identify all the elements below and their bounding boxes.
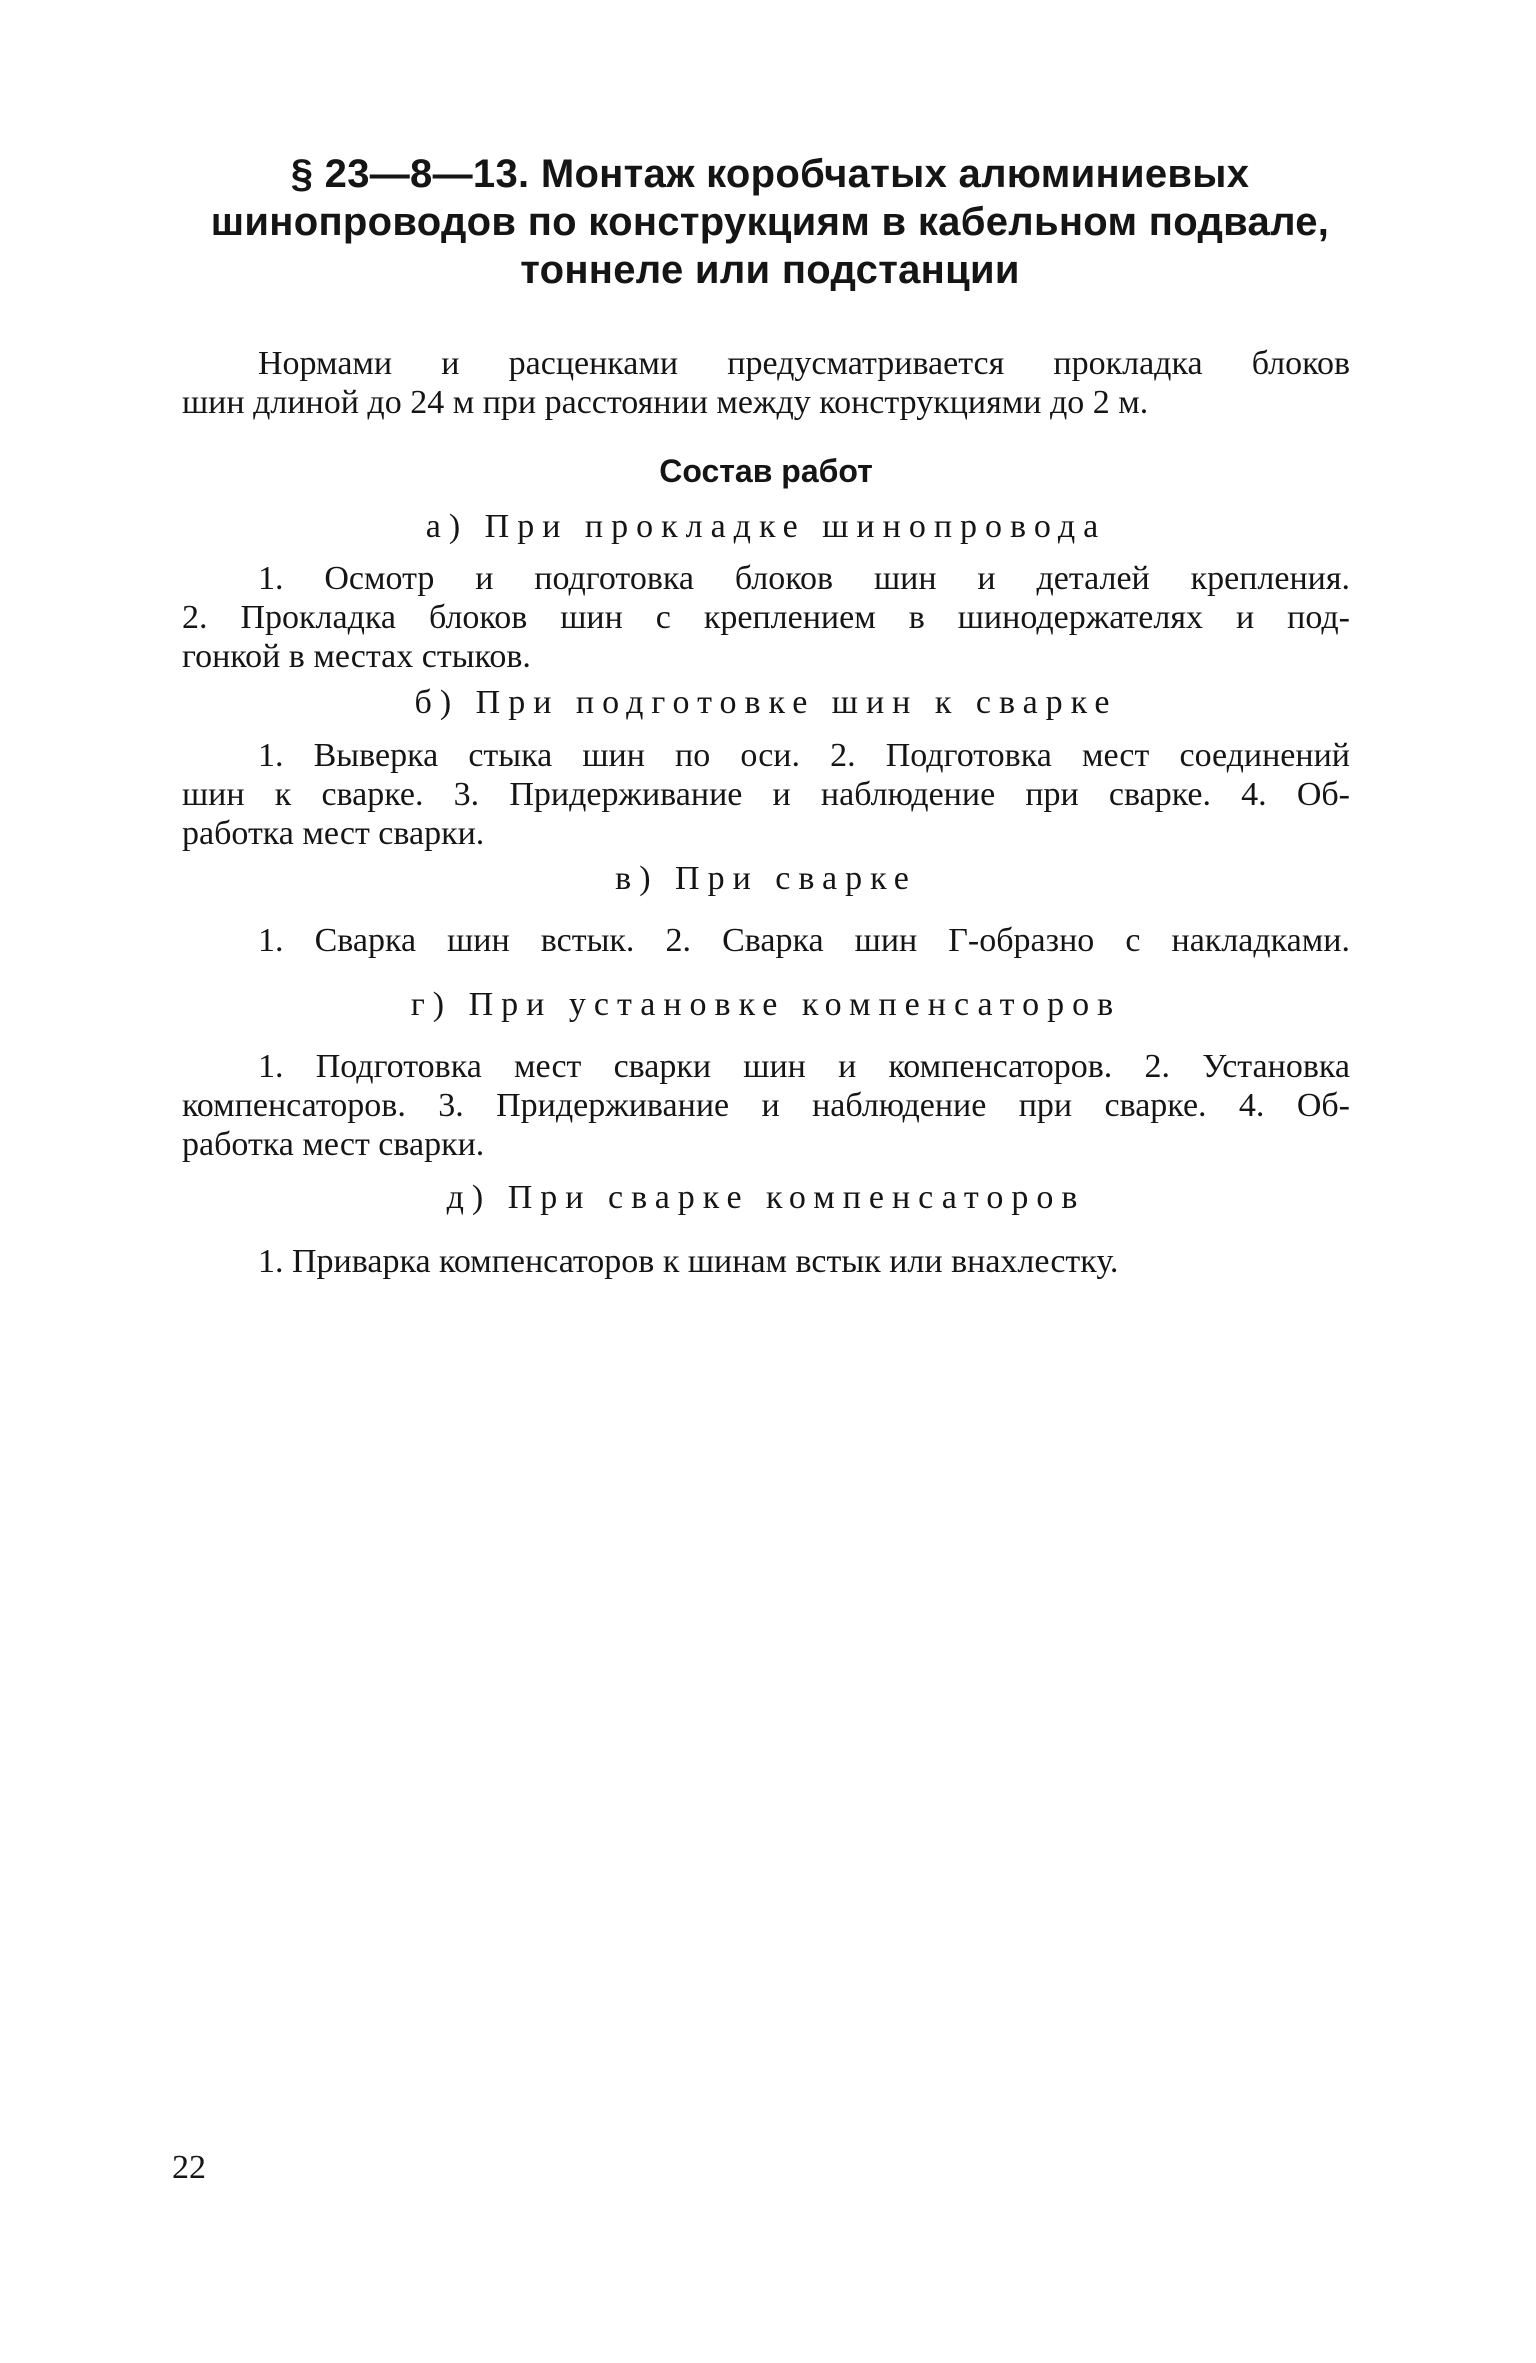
section-g-line-1: 1. Подготовка мест сварки шин и компенсаторов. 2. Установка	[258, 1048, 1350, 1085]
section-b-line-1: 1. Выверка стыка шин по оси. 2. Подготовка мест соединений	[258, 737, 1350, 774]
section-b-line-3: работка мест сварки.	[182, 815, 485, 852]
section-a-line-2: 2. Прокладка блоков шин с креплением в шинодержателях и под-	[182, 599, 1350, 636]
intro-line-2: шин длиной до 24 м при расстоянии между конструкциями до 2 м.	[182, 384, 1149, 421]
section-v-line-1: 1. Сварка шин встык. 2. Сварка шин Г-образно с накладками.	[258, 922, 1350, 959]
section-v-body	[182, 921, 1350, 960]
intro-paragraph	[182, 344, 1350, 422]
page-number: 22	[172, 2149, 206, 2186]
section-a-line-1: 1. Осмотр и подготовка блоков шин и деталей крепления.	[258, 560, 1350, 597]
heading-line-3: тоннеле или подстанции	[520, 248, 1020, 292]
section-g-line-2: компенсаторов. 3. Придерживание и наблюдение при сварке. 4. Об-	[182, 1087, 1350, 1124]
section-heading	[180, 150, 1360, 294]
section-b-line-2: шин к сварке. 3. Придерживание и наблюдение при сварке. 4. Об-	[182, 776, 1350, 813]
section-a-body	[182, 559, 1350, 676]
section-b-body	[182, 736, 1350, 853]
section-d-title: д) При сварке компенсаторов	[446, 1179, 1086, 1216]
heading-line-1: § 23—8—13. Монтаж коробчатых алюминиевых	[290, 152, 1250, 196]
section-a-line-3: гонкой в местах стыков.	[182, 638, 531, 675]
section-a-title: а) При прокладке шинопровода	[425, 508, 1107, 545]
section-g-line-3: работка мест сварки.	[182, 1126, 485, 1163]
composition-title: Состав работ	[659, 453, 873, 489]
section-g-title: г) При установке компенсаторов	[410, 986, 1122, 1023]
section-g-body	[182, 1047, 1350, 1164]
section-d-body	[182, 1242, 1350, 1281]
section-v-title: в) При сварке	[615, 860, 917, 897]
intro-line-1: Нормами и расценками предусматривается прокладка блоков	[258, 345, 1350, 382]
section-b-title: б) При подготовке шин к сварке	[414, 684, 1118, 721]
heading-line-2: шинопроводов по конструкциям в кабельном подвале,	[210, 200, 1330, 244]
section-d-line-1: 1. Приварка компенсаторов к шинам встык или внахлестку.	[258, 1243, 1119, 1280]
